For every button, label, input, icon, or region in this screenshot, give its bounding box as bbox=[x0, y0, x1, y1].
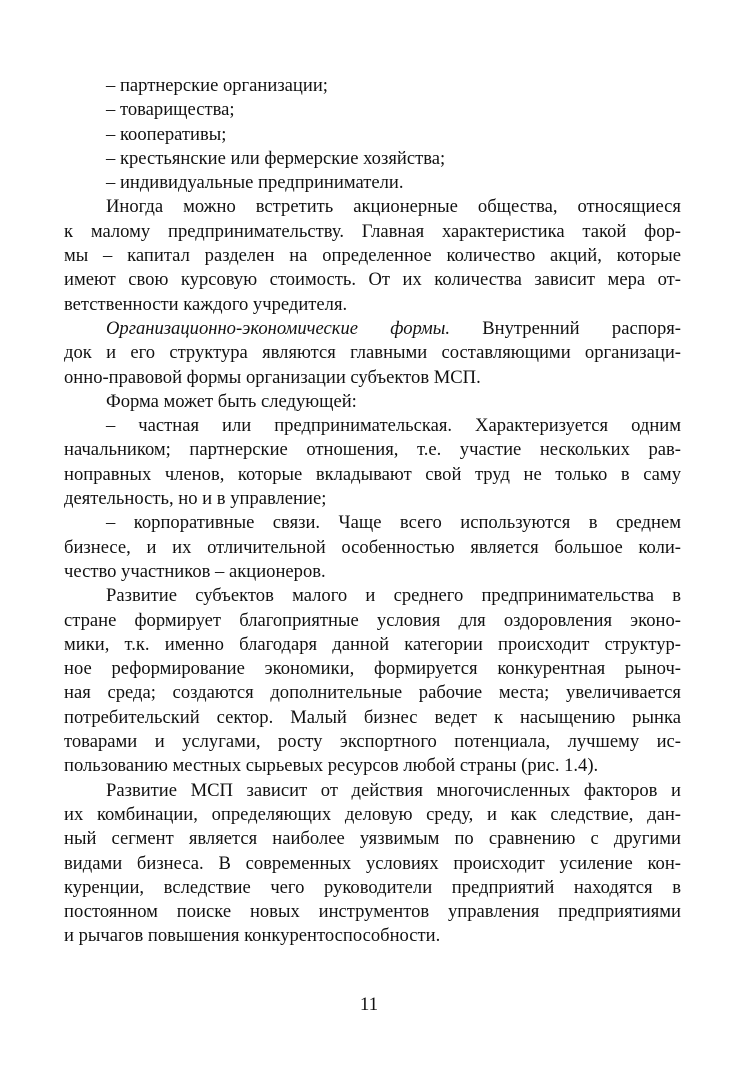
paragraph-line: видами бизнеса. В современных условиях происходит усиление кон- bbox=[64, 852, 681, 874]
paragraph-line: куренции, вследствие чего руководители предприятий находятся в bbox=[64, 876, 681, 898]
list-item: – товарищества; bbox=[106, 99, 235, 121]
list-item: – партнерские организации; bbox=[106, 75, 328, 96]
paragraph-line: к малому предпринимательству. Главная характеристика такой фор- bbox=[64, 220, 681, 242]
list-item: – крестьянские или фермерские хозяйства; bbox=[106, 147, 446, 169]
paragraph-line: начальником; партнерские отношения, т.е. участие нескольких рав- bbox=[64, 439, 681, 461]
paragraph-line: Развитие субъектов малого и среднего предпринимательства в bbox=[106, 585, 681, 607]
paragraph-sme-factors bbox=[64, 779, 681, 949]
body-text bbox=[64, 74, 681, 949]
paragraph-line-rest: Внутренний распоря- bbox=[450, 317, 681, 339]
paragraph-line: товарами и услугами, росту экспортного потенциала, лучшему ис- bbox=[64, 731, 681, 753]
paragraph-line: ная среда; создаются дополнительные рабочие места; увеличивается bbox=[64, 682, 681, 704]
paragraph-line: потребительский сектор. Малый бизнес ведет к насыщению рынка bbox=[64, 706, 681, 728]
paragraph-line: – корпоративные связи. Чаще всего используются в среднем bbox=[106, 512, 681, 534]
paragraph-line: Иногда можно встретить акционерные общества, относящиеся bbox=[106, 196, 681, 218]
paragraph-form-intro bbox=[64, 390, 681, 414]
paragraph-org-economic-forms bbox=[64, 317, 681, 390]
paragraph-line: постоянном поиске новых инструментов управления предприятиями bbox=[64, 901, 681, 923]
paragraph-private-form bbox=[64, 414, 681, 511]
paragraph-line: – частная или предпринимательская. Характеризуется одним bbox=[106, 415, 681, 437]
paragraph-corporate-form bbox=[64, 511, 681, 584]
paragraph-line: ное реформирование экономики, формируется конкурентная рыноч- bbox=[64, 658, 681, 680]
page-number: 11 bbox=[359, 994, 379, 1015]
italic-term: Организационно-экономические формы. bbox=[106, 317, 451, 339]
paragraph-line: мики, т.к. именно благодаря данной категории происходит структур- bbox=[64, 633, 681, 655]
paragraph-line: пользованию местных сырьевых ресурсов любой страны (рис. 1.4). bbox=[64, 755, 599, 777]
list-item: – кооперативы; bbox=[106, 123, 227, 145]
org-forms-list bbox=[64, 74, 681, 195]
paragraph-line: имеют свою курсовую стоимость. От их количества зависит мера от- bbox=[64, 269, 681, 291]
paragraph-line: Развитие МСП зависит от действия многочисленных факторов и bbox=[106, 779, 681, 801]
paragraph-line: Форма может быть следующей: bbox=[106, 390, 357, 412]
paragraph-line bbox=[64, 317, 681, 341]
list-item: – индивидуальные предприниматели. bbox=[106, 172, 404, 194]
paragraph-line: ветственности каждого учредителя. bbox=[64, 293, 348, 315]
paragraph-line: стране формирует благоприятные условия для оздоровления эконо- bbox=[64, 609, 681, 631]
paragraph-joint-stock bbox=[64, 195, 681, 316]
paragraph-line: бизнесе, и их отличительной особенностью является большое коли- bbox=[64, 536, 681, 558]
paragraph-line: чество участников – акционеров. bbox=[64, 560, 326, 582]
paragraph-line: док и его структура являются главными составляющими организаци- bbox=[64, 342, 681, 364]
paragraph-line: ноправных членов, которые вкладывают свой труд не только в саму bbox=[64, 463, 681, 485]
paragraph-sme-development bbox=[64, 584, 681, 778]
paragraph-line: и рычагов повышения конкурентоспособности. bbox=[64, 925, 441, 947]
paragraph-line: деятельность, но и в управление; bbox=[64, 488, 327, 510]
paragraph-line: ный сегмент является наиболее уязвимым по сравнению с другими bbox=[64, 828, 681, 850]
paragraph-line: мы – капитал разделен на определенное количество акций, которые bbox=[64, 245, 681, 267]
paragraph-line: их комбинации, определяющих деловую среду, и как следствие, дан- bbox=[64, 803, 681, 825]
paragraph-line: онно-правовой формы организации субъектов МСП. bbox=[64, 366, 481, 388]
